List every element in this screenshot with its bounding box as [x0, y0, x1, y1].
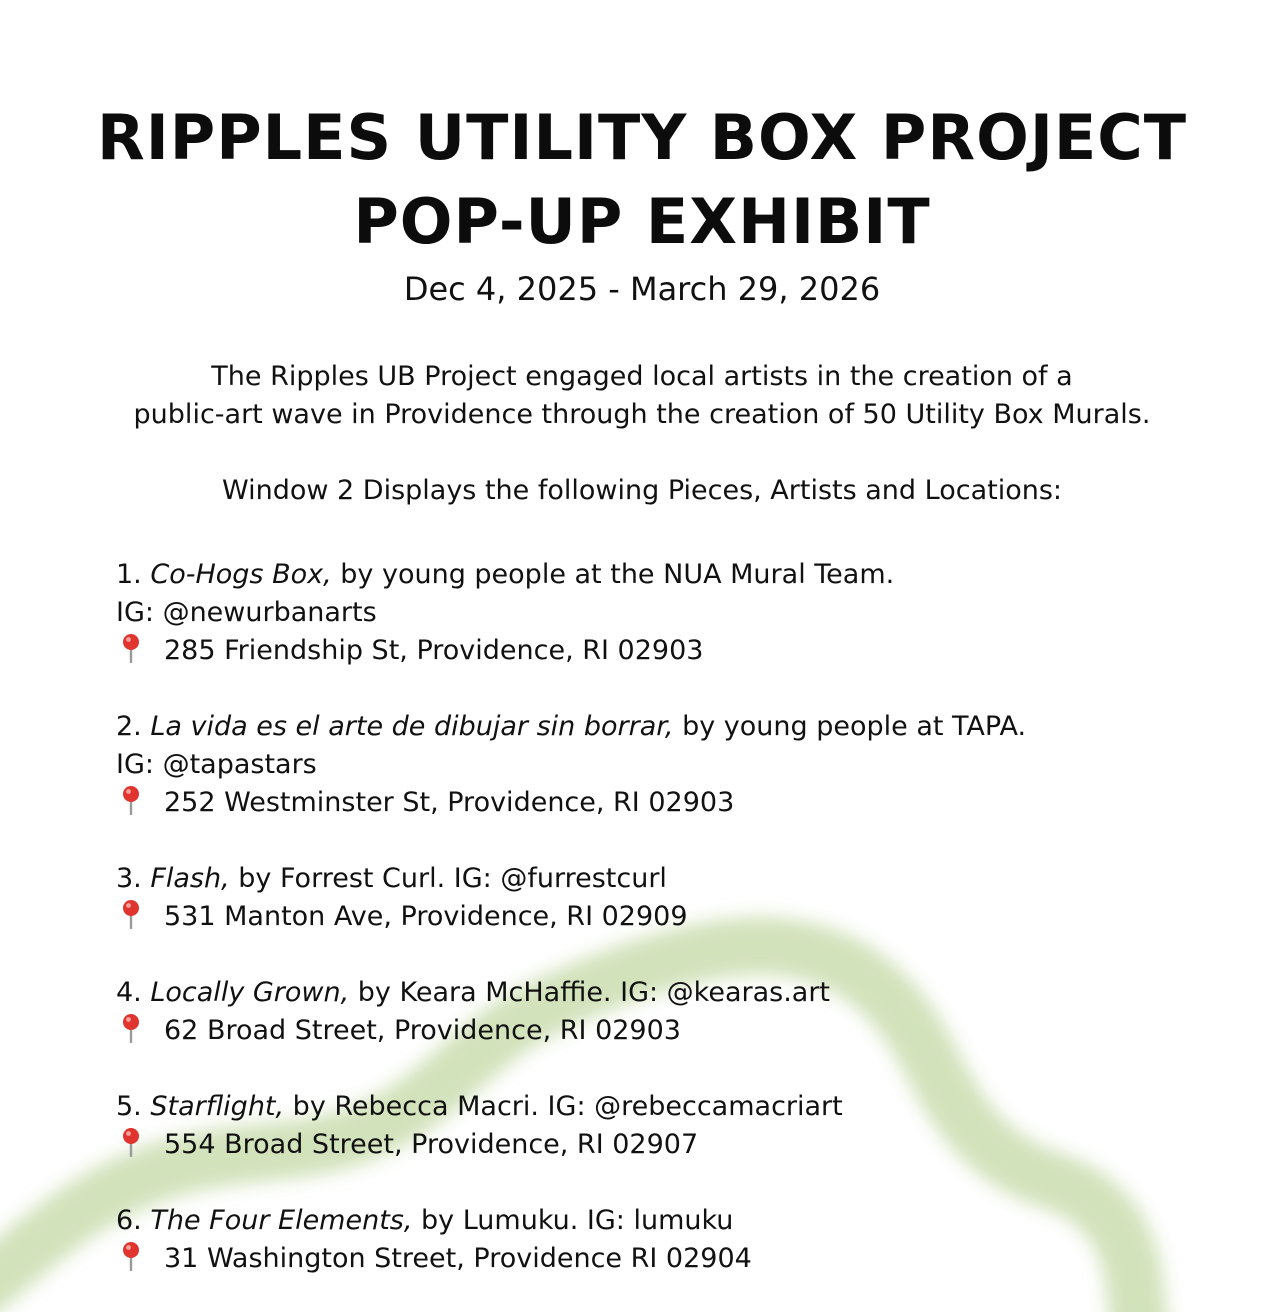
piece-byline: by Rebecca Macri. IG: @rebeccamacriart [284, 1091, 843, 1122]
piece-instagram: IG: @tapastars [116, 749, 317, 780]
intro-line: public-art wave in Providence through the creation of 50 Utility Box Murals. [133, 399, 1151, 430]
piece-number: 4. [116, 977, 142, 1008]
piece-item [116, 860, 1236, 936]
piece-byline: by Forrest Curl. IG: @furrestcurl [229, 863, 667, 894]
piece-byline: by Keara McHaffie. IG: @kearas.art [349, 977, 831, 1008]
piece-title: Locally Grown, [150, 977, 350, 1008]
piece-item [116, 1088, 1236, 1164]
piece-number: 5. [116, 1091, 142, 1122]
piece-number: 6. [116, 1205, 142, 1236]
piece-title: Co-Hogs Box, [150, 559, 332, 590]
piece-title-line [116, 1202, 1236, 1240]
intro-line: The Ripples UB Project engaged local artists in the creation of a [211, 361, 1073, 392]
piece-byline: by Lumuku. IG: lumuku [412, 1205, 734, 1236]
window-heading: Window 2 Displays the following Pieces, Artists and Locations: [221, 475, 1063, 506]
piece-item [116, 1202, 1236, 1278]
page-title-line2: POP-UP EXHIBIT [353, 185, 931, 258]
round-pushpin-icon [116, 1241, 146, 1271]
round-pushpin-icon [116, 633, 146, 663]
piece-address: 31 Washington Street, Providence RI 02904 [164, 1243, 752, 1274]
piece-title: The Four Elements, [150, 1205, 413, 1236]
piece-byline: by young people at the NUA Mural Team. [331, 559, 895, 590]
round-pushpin-icon [116, 785, 146, 815]
piece-location [116, 784, 1236, 822]
piece-location [116, 898, 1236, 936]
piece-title: Flash, [150, 863, 230, 894]
round-pushpin-icon [116, 1127, 146, 1157]
piece-title-line [116, 1088, 1236, 1126]
piece-address: 62 Broad Street, Providence, RI 02903 [164, 1015, 681, 1046]
piece-title: La vida es el arte de dibujar sin borrar, [150, 711, 674, 742]
piece-byline: by young people at TAPA. [673, 711, 1027, 742]
piece-item [116, 556, 1236, 670]
piece-address: 531 Manton Ave, Providence, RI 02909 [164, 901, 688, 932]
piece-title-line [116, 556, 1236, 594]
piece-instagram: IG: @newurbanarts [116, 597, 377, 628]
page-title-line1: RIPPLES UTILITY BOX PROJECT [96, 101, 1188, 174]
piece-title-line [116, 708, 1236, 746]
pieces-list [116, 556, 1236, 1316]
piece-number: 1. [116, 559, 142, 590]
piece-location [116, 1012, 1236, 1050]
piece-number: 2. [116, 711, 142, 742]
piece-title-line [116, 974, 1236, 1012]
intro-paragraph [60, 358, 1224, 434]
piece-location [116, 632, 1236, 670]
round-pushpin-icon [116, 1013, 146, 1043]
piece-address: 252 Westminster St, Providence, RI 02903 [164, 787, 735, 818]
piece-address: 285 Friendship St, Providence, RI 02903 [164, 635, 704, 666]
piece-title-line [116, 860, 1236, 898]
exhibit-dates: Dec 4, 2025 - March 29, 2026 [403, 270, 881, 308]
piece-address: 554 Broad Street, Providence, RI 02907 [164, 1129, 699, 1160]
piece-title: Starflight, [150, 1091, 285, 1122]
piece-item [116, 974, 1236, 1050]
piece-location [116, 1126, 1236, 1164]
piece-location [116, 1240, 1236, 1278]
piece-item [116, 708, 1236, 822]
round-pushpin-icon [116, 899, 146, 929]
piece-number: 3. [116, 863, 142, 894]
